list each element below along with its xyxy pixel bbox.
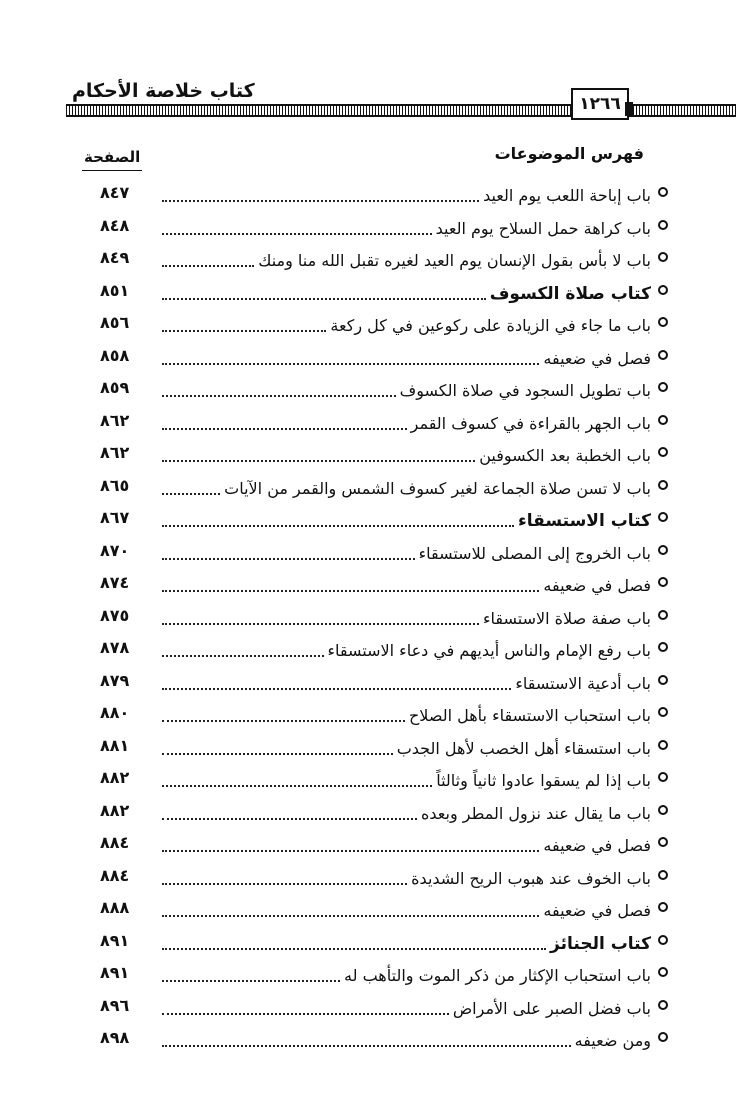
toc-entry: [0, 925, 754, 958]
circle-bullet-icon: [658, 805, 668, 815]
section-title: كتاب الجنائز: [550, 933, 651, 954]
toc-entry: [0, 275, 754, 308]
circle-bullet-icon: [658, 740, 668, 750]
entry-page-number: ٨٥١: [100, 280, 130, 300]
circle-bullet-icon: [658, 577, 668, 587]
toc-entry-line: [162, 766, 651, 792]
header-rule: [66, 104, 736, 117]
toc-entry-line: [162, 994, 651, 1020]
table-of-contents: [0, 177, 754, 1055]
chapter-title: باب صفة صلاة الاستسقاء: [483, 608, 651, 628]
circle-bullet-icon: [658, 935, 668, 945]
dot-leader: [162, 1045, 571, 1047]
dot-leader: [162, 753, 393, 755]
circle-bullet-icon: [658, 382, 668, 392]
toc-entry-line: [162, 181, 651, 207]
header-ornament: [625, 102, 633, 116]
dot-leader: [162, 558, 415, 560]
entry-page-number: ٨٧٨: [100, 638, 130, 657]
entry-page-number: ٨٧٠: [100, 540, 130, 560]
entry-page-number: ٨٩١: [100, 930, 130, 950]
book-title: كتاب خلاصة الأحكام: [66, 78, 263, 104]
dot-leader: [162, 330, 326, 332]
dot-leader: [162, 655, 324, 657]
toc-entry: [0, 827, 754, 860]
entry-page-number: ٨٥٨: [100, 345, 130, 365]
toc-entry-line: [162, 376, 651, 402]
entry-page-number: ٨٩٦: [100, 995, 130, 1015]
toc-entry-line: [162, 506, 651, 532]
chapter-title: ومن ضعيفه: [574, 1031, 651, 1050]
toc-entry-line: [162, 474, 651, 500]
toc-entry-line: [162, 961, 651, 987]
toc-entry-line: [162, 799, 651, 825]
page-header: [66, 80, 736, 120]
toc-entry-line: [162, 539, 651, 565]
entry-page-number: ٨٨٢: [100, 768, 130, 787]
circle-bullet-icon: [658, 252, 668, 262]
entry-page-number: ٨٥٦: [100, 313, 130, 332]
circle-bullet-icon: [658, 642, 668, 652]
circle-bullet-icon: [658, 1032, 668, 1042]
toc-entry: [0, 340, 754, 373]
toc-entry-line: [162, 929, 651, 955]
toc-entry: [0, 892, 754, 925]
toc-entry: [0, 372, 754, 405]
chapter-title: باب لا تسن صلاة الجماعة لغير كسوف الشمس والقمر من الآيات: [224, 478, 651, 498]
dot-leader: [162, 298, 486, 300]
circle-bullet-icon: [658, 285, 668, 295]
section-title: كتاب الاستسقاء: [518, 511, 651, 531]
toc-entry-line: [162, 864, 651, 890]
circle-bullet-icon: [658, 967, 668, 977]
entry-page-number: ٨٨٤: [100, 833, 130, 852]
chapter-title: باب إباحة اللعب يوم العيد: [483, 186, 651, 205]
chapter-title: باب الخوف عند هبوب الريح الشديدة: [411, 868, 651, 888]
circle-bullet-icon: [658, 545, 668, 555]
entry-page-number: ٨٦٧: [100, 508, 130, 527]
toc-entry-line: [162, 669, 651, 695]
entry-page-number: ٨٤٩: [100, 248, 130, 267]
toc-entry: [0, 665, 754, 698]
toc-entry-line: [162, 409, 651, 435]
entry-page-number: ٨٦٥: [100, 475, 130, 495]
dot-leader: [162, 915, 539, 917]
chapter-title: باب فضل الصبر على الأمراض: [452, 998, 651, 1018]
toc-entry: [0, 567, 754, 600]
entry-page-number: ٨٨٢: [100, 800, 130, 820]
dot-leader: [162, 688, 511, 690]
toc-entry-line: [162, 344, 651, 370]
chapter-title: باب أدعية الاستسقاء: [515, 673, 651, 693]
circle-bullet-icon: [658, 447, 668, 457]
dot-leader: [162, 363, 539, 365]
toc-entry-line: [162, 831, 651, 857]
dot-leader: [162, 948, 546, 950]
toc-entry-line: [162, 311, 651, 337]
page-number: ١٢٦٦: [571, 88, 629, 120]
entry-page-number: ٨٨١: [100, 735, 130, 755]
dot-leader: [162, 200, 479, 202]
toc-entry-line: [162, 246, 651, 272]
chapter-title: باب رفع الإمام والناس أيديهم في دعاء الاستسقاء: [327, 641, 651, 660]
toc-entry: [0, 697, 754, 730]
chapter-title: فصل في ضعيفه: [543, 576, 651, 595]
topics-heading: فهرس الموضوعات: [494, 144, 644, 163]
toc-entry: [0, 177, 754, 210]
toc-entry: [0, 795, 754, 828]
page-column-heading: الصفحة: [84, 148, 141, 166]
chapter-title: باب ما جاء في الزيادة على ركوعين في كل ركعة: [330, 316, 651, 335]
toc-entry: [0, 860, 754, 893]
toc-entry: [0, 242, 754, 275]
chapter-title: باب كراهة حمل السلاح يوم العيد: [435, 218, 651, 238]
toc-entry-line: [162, 734, 651, 760]
circle-bullet-icon: [658, 415, 668, 425]
dot-leader: [162, 460, 475, 462]
toc-entry-line: [162, 1026, 651, 1052]
toc-entry: [0, 210, 754, 243]
chapter-title: باب استحباب الإكثار من ذكر الموت والتأهب له: [344, 966, 651, 985]
circle-bullet-icon: [658, 220, 668, 230]
toc-entry-line: [162, 214, 651, 240]
toc-entry-line: [162, 571, 651, 597]
entry-page-number: ٨٤٧: [100, 183, 130, 202]
dot-leader: [162, 233, 432, 235]
entry-page-number: ٨٦٢: [100, 443, 130, 462]
entry-page-number: ٨٧٩: [100, 670, 130, 690]
chapter-title: باب تطويل السجود في صلاة الكسوف: [399, 381, 651, 400]
dot-leader: [162, 850, 539, 852]
dot-leader: [162, 525, 514, 527]
dot-leader: [162, 265, 254, 267]
toc-entry-line: [162, 636, 651, 662]
dot-leader: [162, 623, 479, 625]
chapter-title: باب الجهر بالقراءة في كسوف القمر: [410, 413, 651, 433]
toc-entry-line: [162, 896, 651, 922]
toc-entry: [0, 990, 754, 1023]
chapter-title: باب الخروج إلى المصلى للاستسقاء: [418, 543, 651, 563]
circle-bullet-icon: [658, 902, 668, 912]
toc-entry-line: [162, 701, 651, 727]
dot-leader: [162, 1013, 449, 1015]
chapter-title: باب لا بأس بقول الإنسان يوم العيد لغيره تقبل الله منا ومنك: [258, 251, 651, 270]
dot-leader: [162, 818, 417, 820]
toc-entry: [0, 307, 754, 340]
toc-entry-line: [162, 279, 651, 305]
section-title: كتاب صلاة الكسوف: [489, 283, 651, 304]
toc-entry: [0, 762, 754, 795]
chapter-title: فصل في ضعيفه: [543, 901, 651, 920]
dot-leader: [162, 980, 340, 982]
circle-bullet-icon: [658, 350, 668, 360]
toc-entry: [0, 437, 754, 470]
chapter-title: باب استحباب الاستسقاء بأهل الصلاح: [408, 706, 651, 725]
circle-bullet-icon: [658, 675, 668, 685]
chapter-title: باب الخطبة بعد الكسوفين: [479, 446, 651, 465]
toc-entry: [0, 535, 754, 568]
entry-page-number: ٨٨٠: [100, 703, 130, 722]
circle-bullet-icon: [658, 1000, 668, 1010]
entry-page-number: ٨٧٥: [100, 605, 130, 625]
dot-leader: [162, 493, 220, 495]
chapter-title: باب إذا لم يسقوا عادوا ثانياً وثالثاً: [436, 771, 651, 790]
entry-page-number: ٨٨٨: [100, 898, 130, 917]
chapter-title: فصل في ضعيفه: [543, 836, 651, 855]
dot-leader: [162, 785, 432, 787]
dot-leader: [162, 395, 396, 397]
chapter-title: فصل في ضعيفه: [543, 348, 651, 368]
entry-page-number: ٨٩٨: [100, 1028, 130, 1047]
chapter-title: باب استسقاء أهل الخصب لأهل الجدب: [396, 738, 651, 758]
toc-entry: [0, 730, 754, 763]
entry-page-number: ٨٥٩: [100, 378, 130, 397]
dot-leader: [162, 590, 539, 592]
toc-entry-line: [162, 604, 651, 630]
toc-entry: [0, 600, 754, 633]
toc-entry: [0, 632, 754, 665]
circle-bullet-icon: [658, 870, 668, 880]
circle-bullet-icon: [658, 317, 668, 327]
toc-entry: [0, 1022, 754, 1055]
toc-entry: [0, 502, 754, 535]
chapter-title: باب ما يقال عند نزول المطر وبعده: [420, 803, 651, 823]
circle-bullet-icon: [658, 187, 668, 197]
entry-page-number: ٨٦٢: [100, 410, 130, 430]
entry-page-number: ٨٨٤: [100, 865, 130, 885]
circle-bullet-icon: [658, 512, 668, 522]
page-heading-underline: [82, 170, 142, 171]
circle-bullet-icon: [658, 707, 668, 717]
entry-page-number: ٨٤٨: [100, 215, 130, 235]
circle-bullet-icon: [658, 610, 668, 620]
toc-entry: [0, 957, 754, 990]
circle-bullet-icon: [658, 772, 668, 782]
entry-page-number: ٨٩١: [100, 963, 130, 982]
circle-bullet-icon: [658, 480, 668, 490]
circle-bullet-icon: [658, 837, 668, 847]
dot-leader: [162, 428, 407, 430]
toc-entry: [0, 405, 754, 438]
dot-leader: [162, 883, 407, 885]
toc-entry-line: [162, 441, 651, 467]
dot-leader: [162, 720, 405, 722]
toc-entry: [0, 470, 754, 503]
entry-page-number: ٨٧٤: [100, 573, 130, 592]
